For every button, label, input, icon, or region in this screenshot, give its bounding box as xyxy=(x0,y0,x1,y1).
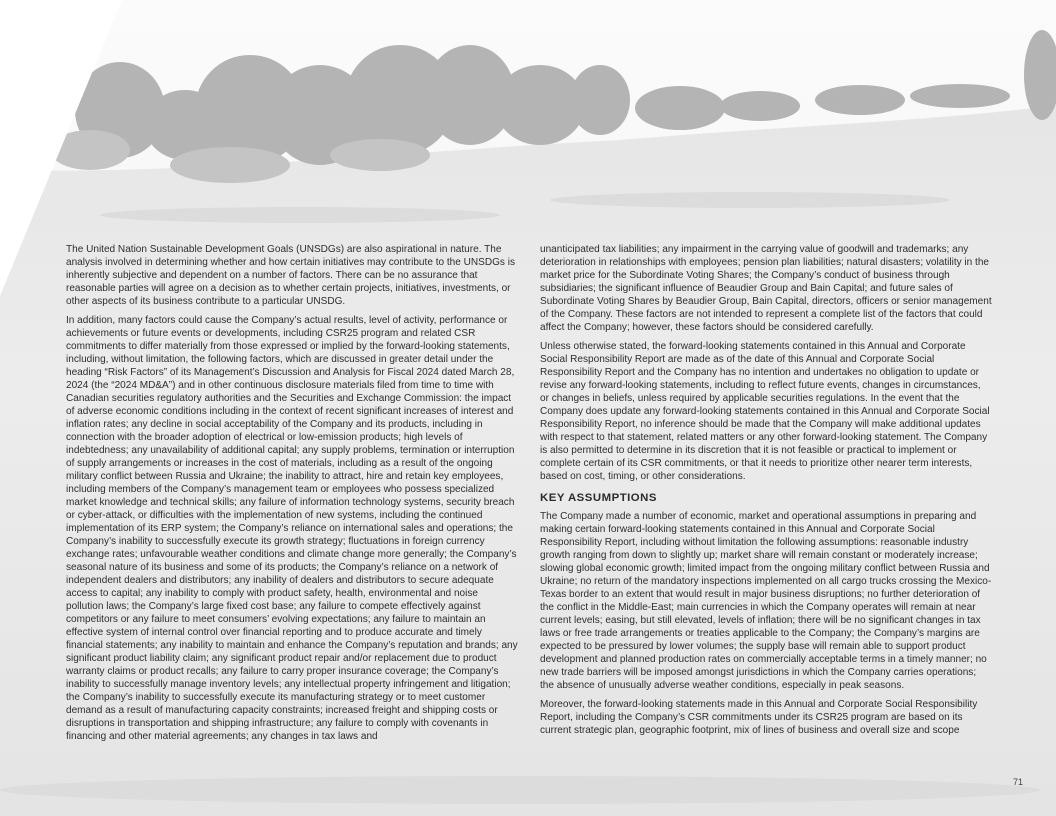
key-assumptions-heading: KEY ASSUMPTIONS xyxy=(540,492,657,504)
body-paragraph: Unless otherwise stated, the forward-looking statements contained in this Annual and Corporate Social Responsibility Report are made as of the date of this Annual and Corporate Social Responsibility Report and the Company has no intention and undertakes no obligation to update or revise any forward-looking statements, including to reflect future events, changes in circumstances, or changes in beliefs, unless required by applicable securities regulations. In the event that the Company does update any forward-looking statements contained in this Annual and Corporate Social Responsibility Report, no inference should be made that the Company will make additional updates with respect to that statement, related matters or any other forward-looking statement. The Company is also permitted to determine in its discretion that it is not feasible or practical to implement or complete certain of its CSR commitments, or that it needs to prioritize other nearer term interests, based on cost, timing, or other considerations. xyxy=(540,341,990,482)
page-number: 71 xyxy=(1013,777,1024,787)
body-paragraph: The United Nation Sustainable Development Goals (UNSDGs) are also aspirational in nature. The analysis involved in determining whether and how certain initiatives may contribute to the UNSDGs is inherently subjective and dependent on a number of factors. There can be no assurance that reasonable parties will agree on a decision as to whether certain projects, initiatives, investments, or other aspects of its business contribute to a particular UNSDG. xyxy=(66,244,515,307)
body-paragraph: Moreover, the forward-looking statements made in this Annual and Corporate Social Responsibility Report, including the Company’s CSR commitments under its CSR25 program are based on its current strategic plan, geographic footprint, mix of lines of business and overall size and scope xyxy=(540,699,978,736)
body-paragraph: unanticipated tax liabilities; any impairment in the carrying value of goodwill and trademarks; any deterioration in relationships with employees; pension plan liabilities; natural disasters; volatility in the market price for the Subordinate Voting Shares; the Company’s conduct of business through subsidiaries; the significant influence of Beaudier Group and Bain Capital; and future sales of Subordinate Voting Shares by Beaudier Group, Bain Capital, directors, officers or senior management of the Company. These factors are not intended to represent a complete list of the factors that could affect the Company; however, these factors should be considered carefully. xyxy=(540,244,992,333)
body-paragraph: The Company made a number of economic, market and operational assumptions in preparing and making certain forward-looking statements contained in this Annual and Corporate Social Responsibility Report, including without limitation the following assumptions: reasonable industry growth ranging from down to slightly up; market share will remain constant or moderately increase; slowing global economic growth; limited impact from the ongoing military conflict between Russia and Ukraine; no return of the mandatory inspections implemented on all cargo trucks crossing the Mexico-Texas border to an extent that would result in major business disruptions; no further deterioration of the conflict in the Middle-East; main currencies in which the Company operates will remain at near current levels; easing, but still elevated, levels of inflation; there will be no significant changes in tax laws or free trade arrangements or treaties applicable to the Company; the Company’s margins are expected to be pressured by lower volumes; the supply base will remain able to support product development and planned production rates on commercially acceptable terms in a timely manner; no new trade barriers will be imposed amongst jurisdictions in which the Company carries operations; the absence of unusually adverse weather conditions, especially in peak seasons. xyxy=(540,511,992,691)
body-paragraph: In addition, many factors could cause the Company’s actual results, level of activity, performance or achievements or future events or developments, including CSR25 program and related CSR commitments to differ materially from those expressed or implied by the forward-looking statements, including, without limitation, the following factors, which are discussed in greater detail under the heading “Risk Factors” of its Management’s Discussion and Analysis for Fiscal 2024 dated March 28, 2024 (the “2024 MD&A”) and in other continuous disclosure materials filed from time to time with Canadian securities regulatory authorities and the Securities and Exchange Commission: the impact of adverse economic conditions including in the context of recent significant increases of interest and inflation rates; any decline in social acceptability of the Company and its products, including in connection with the broader adoption of electrical or low-emission products; high levels of indebtedness; any unavailability of additional capital; any supply problems, termination or interruption of supply arrangements or increases in the cost of materials, including as a result of the ongoing military conflict between Russia and Ukraine; the inability to attract, hire and retain key employees, including members of the Company’s management team or employees who possess specialized market knowledge and technical skills; any failure of information technology systems, security breach or cyber-attack, or difficulties with the implementation of new systems, including the continued implementation of its ERP system; the Company’s reliance on international sales and operations; the Company’s inability to successfully execute its growth strategy; fluctuations in foreign currency exchange rates; unfavourable weather conditions and climate change more generally; the Company’s seasonal nature of its business and some of its products; the Company’s reliance on a network of independent dealers and distributors; any inability of dealers and distributors to secure adequate access to capital; any inability to comply with product safety, health, environmental and noise pollution laws; the Company’s large fixed cost base; any failure to compete effectively against competitors or any failure to meet consumers’ evolving expectations; any failure to maintain an effective system of internal control over financial reporting and to produce accurate and timely financial statements; any inability to maintain and enhance the Company’s reputation and brands; any significant product liability claim; any significant product repair and/or replacement due to product warranty claims or product recalls; any failure to carry proper insurance coverage; the Company’s inability to successfully manage inventory levels; any intellectual property infringement and litigation; the Company’s inability to successfully execute its manufacturing strategy or to meet customer demand as a result of manufacturing capacity constraints; increased freight and shipping costs or disruptions in transportation and shipping infrastructure; any failure to comply with covenants in financing and other material agreements; any changes in tax laws and xyxy=(66,315,518,742)
right-text-column xyxy=(540,243,992,743)
left-text-column xyxy=(66,243,518,749)
